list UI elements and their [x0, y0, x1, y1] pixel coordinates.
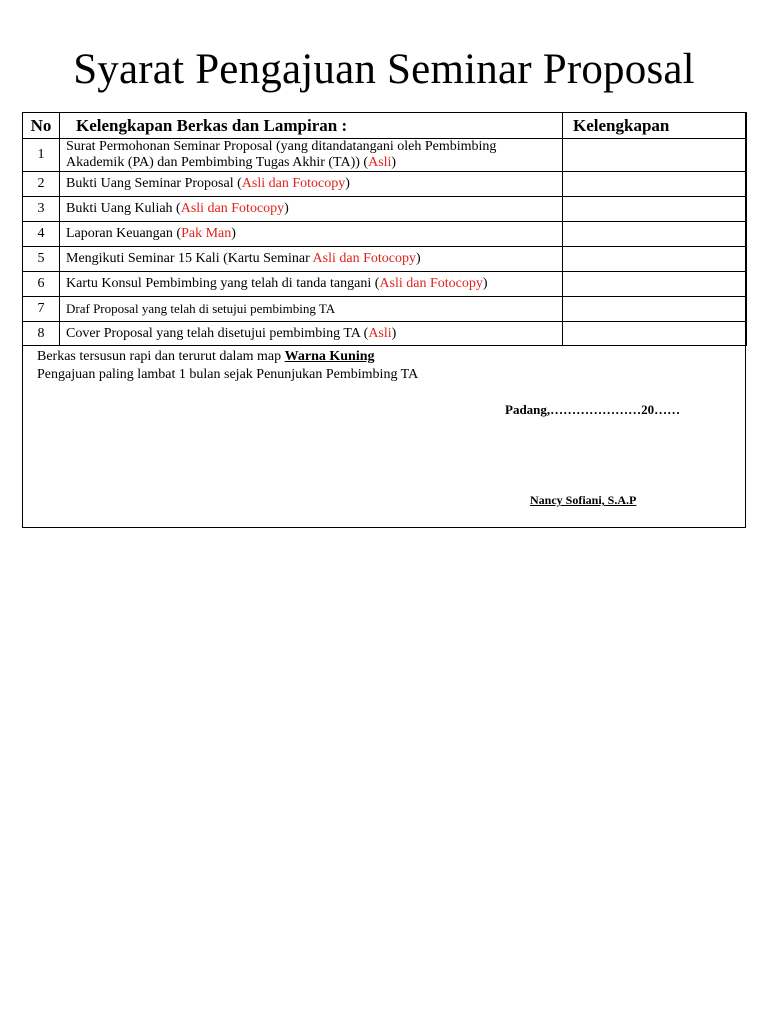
row-description: [60, 272, 563, 297]
table-row: [23, 322, 747, 346]
row-number: 6: [23, 272, 60, 297]
header-item: Kelengkapan Berkas dan Lampiran :: [60, 113, 563, 139]
row-number: 4: [23, 222, 60, 247]
folder-instruction: [37, 348, 375, 365]
place-date-line: Padang,…………………20……: [505, 402, 681, 417]
row-description: [60, 172, 563, 197]
table-row: [23, 172, 747, 197]
row-note: Asli dan Fotocopy: [241, 176, 346, 191]
signer-name: Nancy Sofiani, S.A.P: [530, 493, 637, 507]
row-checkbox-cell[interactable]: [563, 272, 747, 297]
row-number: 1: [23, 139, 60, 172]
row-text: Mengikuti Seminar 15 Kali (Kartu Seminar: [66, 251, 313, 266]
row-text-tail: ): [391, 325, 397, 341]
row-note: Asli: [368, 155, 392, 170]
row-note: Asli dan Fotocopy: [180, 201, 285, 216]
row-text: Laporan Keuangan (: [66, 226, 182, 241]
row-description: [60, 222, 563, 247]
row-text-tail: ): [231, 226, 236, 241]
row-number: 3: [23, 197, 60, 222]
table-header-row: [23, 113, 747, 139]
row-checkbox-cell[interactable]: [563, 222, 747, 247]
header-no: No: [23, 113, 60, 139]
row-number: 2: [23, 172, 60, 197]
table-row: [23, 139, 747, 172]
row-text: Bukti Uang Seminar Proposal (: [66, 176, 242, 191]
requirements-form: [22, 112, 746, 528]
row-note: Pak Man: [181, 226, 232, 241]
row-description: [60, 139, 563, 172]
table-row: [23, 272, 747, 297]
form-footer: [23, 346, 745, 526]
row-checkbox-cell[interactable]: [563, 139, 747, 172]
row-checkbox-cell[interactable]: [563, 172, 747, 197]
folder-instruction-text: Berkas tersusun rapi dan terurut dalam map: [37, 349, 285, 364]
folder-color-emphasis: Warna Kuning: [284, 349, 375, 364]
row-description: [60, 247, 563, 272]
row-text-tail: ): [415, 251, 421, 266]
row-number: 7: [23, 297, 60, 322]
row-number: 8: [23, 322, 60, 346]
page-title: Syarat Pengajuan Seminar Proposal: [73, 46, 695, 93]
table-row: [23, 197, 747, 222]
row-text: Surat Permohonan Seminar Proposal (yang ditandatangani oleh Pembimbing Akademik (PA) dan Pembimbing Tugas Akhir (TA)) (: [66, 139, 497, 170]
row-checkbox-cell[interactable]: [563, 297, 747, 322]
row-text: Kartu Konsul Pembimbing yang telah di tanda tangani (: [66, 276, 380, 291]
row-number: 5: [23, 247, 60, 272]
row-note: Asli: [368, 325, 392, 341]
row-description: [60, 197, 563, 222]
header-check: Kelengkapan: [563, 113, 747, 139]
table-row: [23, 297, 747, 322]
row-text-tail: ): [391, 155, 397, 170]
deadline-instruction: Pengajuan paling lambat 1 bulan sejak Penunjukan Pembimbing TA: [37, 367, 419, 382]
row-text: Cover Proposal yang telah disetujui pembimbing TA (: [66, 325, 369, 341]
row-text: Draf Proposal yang telah di setujui pembimbing TA: [66, 301, 336, 316]
table-row: [23, 222, 747, 247]
row-checkbox-cell[interactable]: [563, 247, 747, 272]
row-note: Asli dan Fotocopy: [312, 251, 416, 266]
row-text-tail: ): [345, 176, 350, 191]
row-text-tail: ): [284, 201, 289, 216]
table-row: [23, 247, 747, 272]
row-text-tail: ): [482, 276, 488, 291]
row-text: Bukti Uang Kuliah (: [66, 201, 181, 216]
row-checkbox-cell[interactable]: [563, 197, 747, 222]
row-description: [60, 297, 563, 322]
row-note: Asli dan Fotocopy: [379, 276, 483, 291]
row-description: [60, 322, 563, 346]
requirements-table: [22, 112, 747, 346]
row-checkbox-cell[interactable]: [563, 322, 747, 346]
